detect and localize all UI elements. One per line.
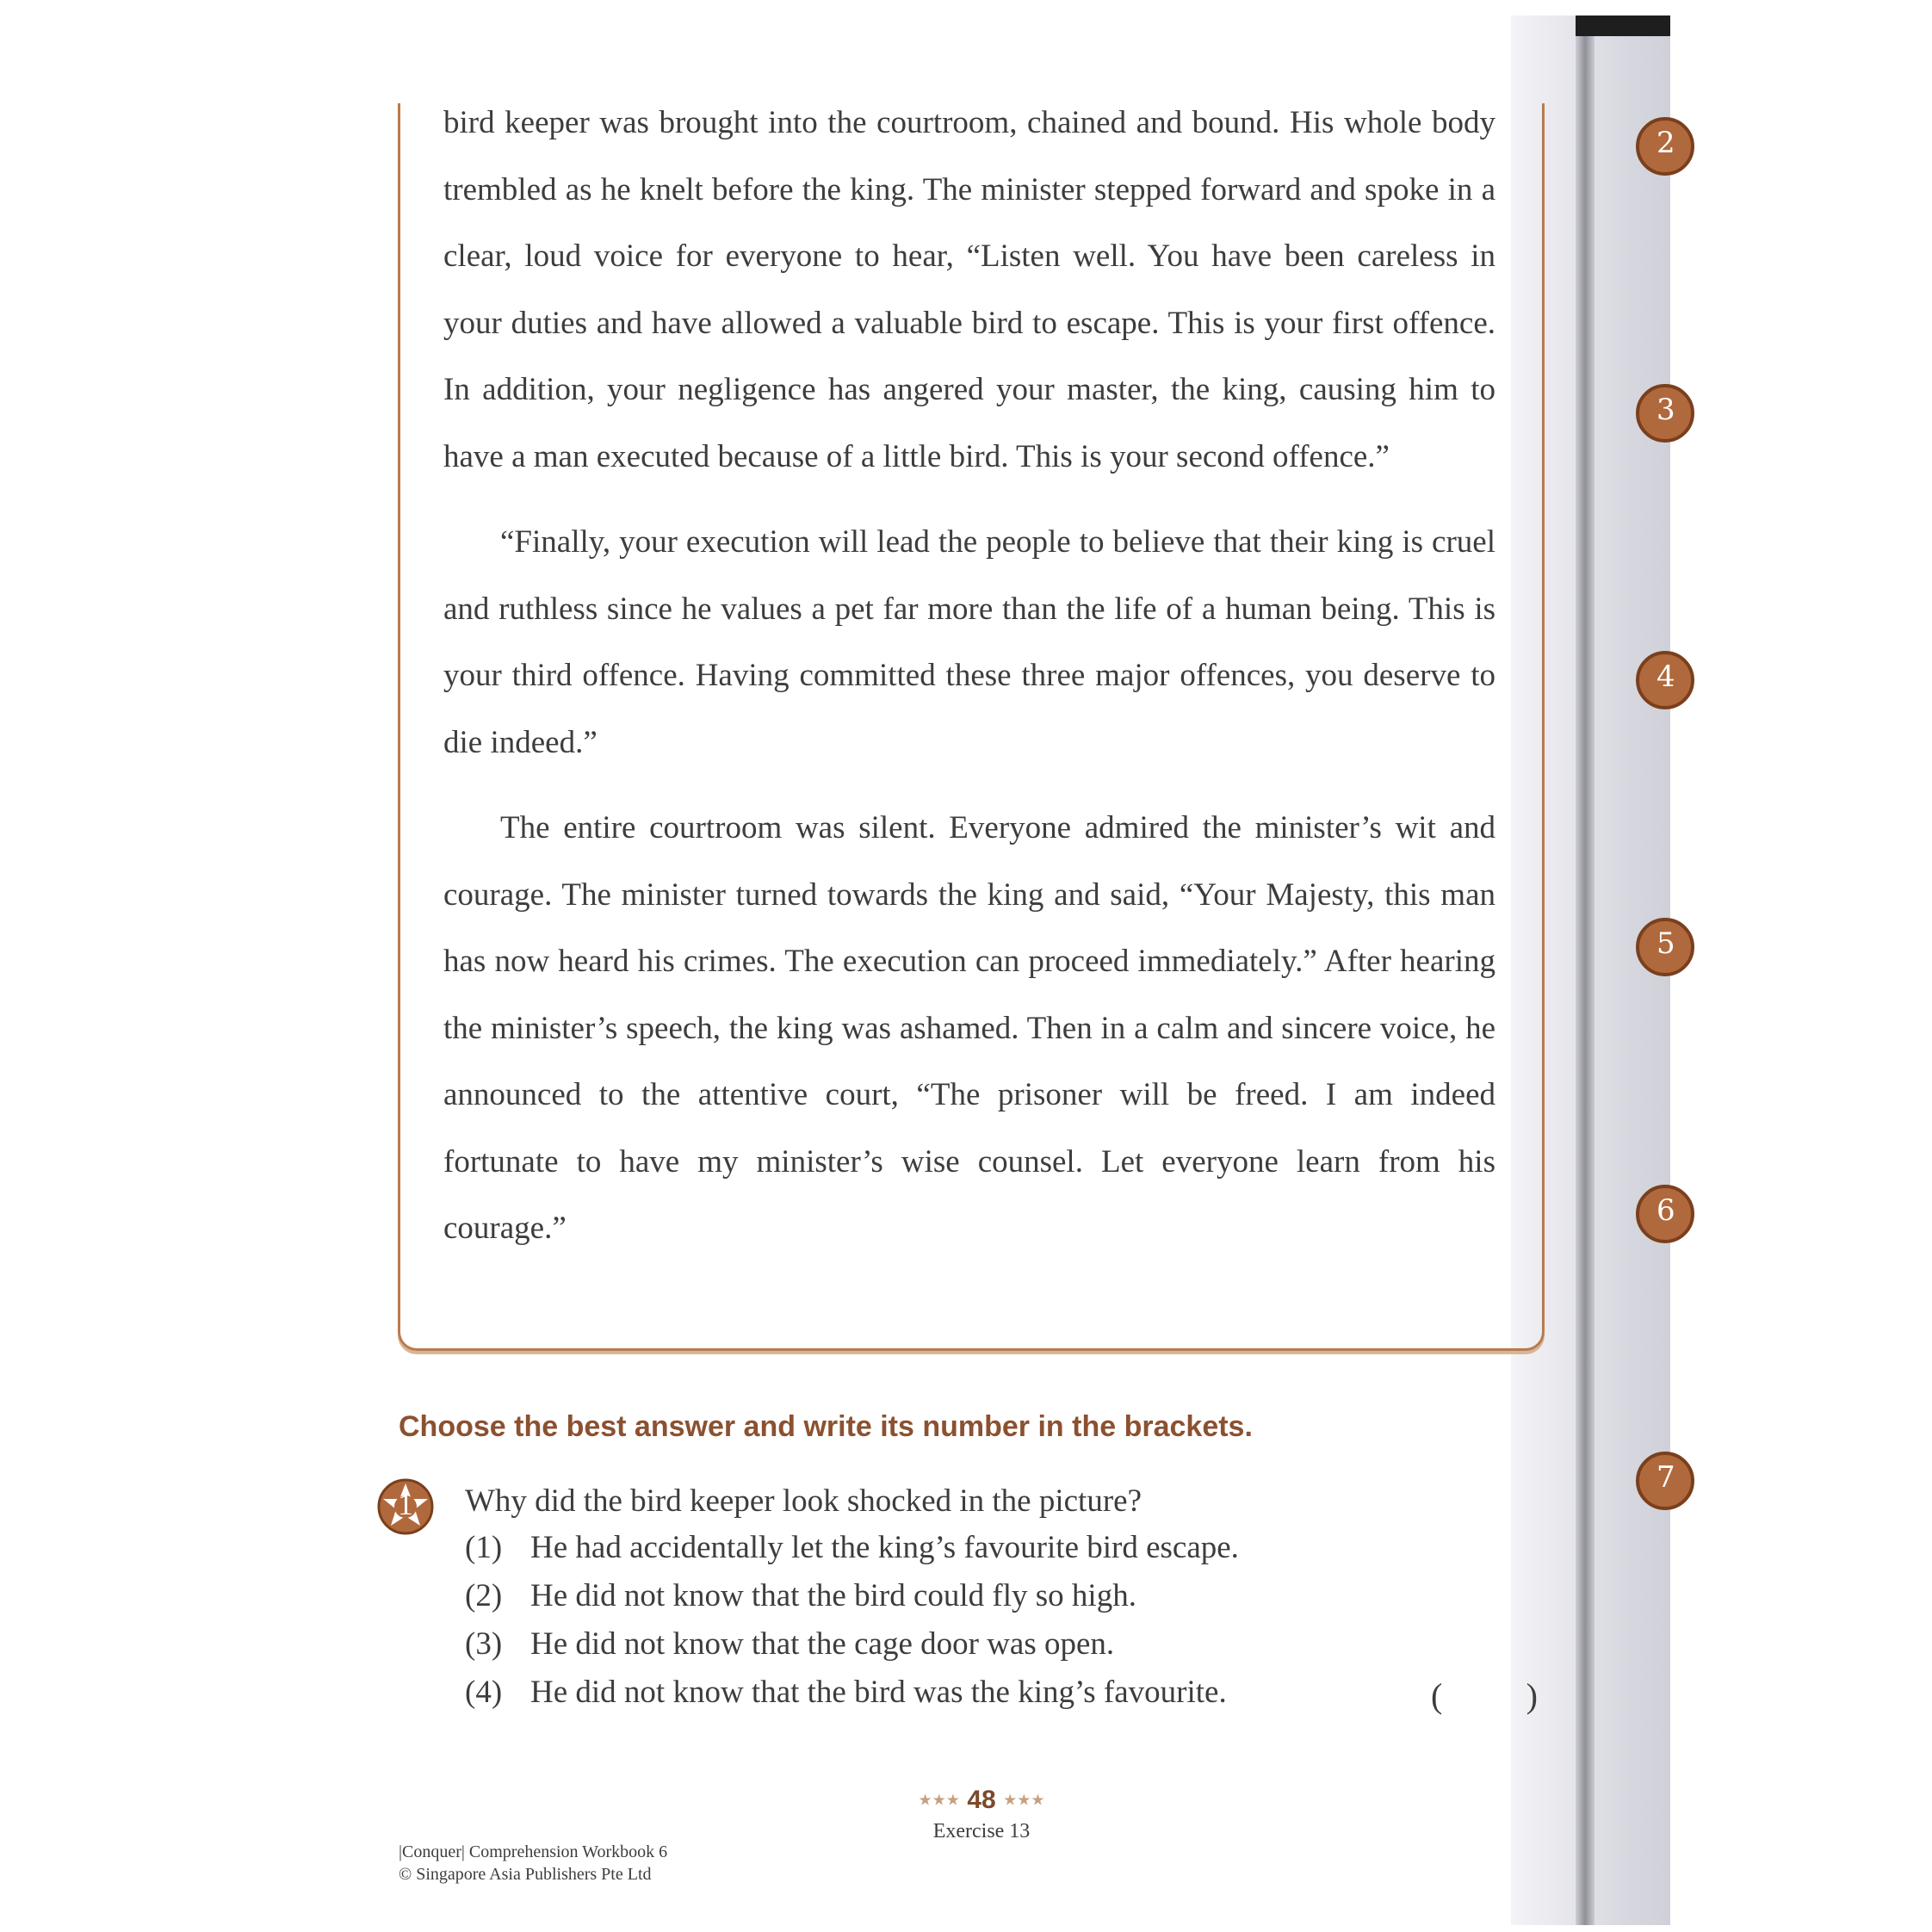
option-label: (2) — [465, 1578, 503, 1613]
answer-options — [465, 1529, 1533, 1722]
bracket-open: ( — [1431, 1676, 1443, 1715]
option-label: (4) — [465, 1675, 503, 1710]
question-number: 1 — [398, 1487, 413, 1521]
answer-option — [465, 1577, 1533, 1625]
side-tab-number: 3 — [1656, 393, 1675, 427]
side-tab-number: 2 — [1656, 126, 1675, 160]
side-tab-number: 7 — [1656, 1460, 1675, 1495]
story-paragraph: The entire courtroom was silent. Everyone admired the minister’s wit and courage. The minister turned towards the king and said, “Your Majesty, this man has now heard his crimes. The execution can proceed immediately.” After hearing the minister’s speech, the king was ashamed. Then in a calm and sincere voice, he announced to the attentive court, “The prisoner will be freed. I am indeed fortunate to have my minister’s wise counsel. Let everyone learn from his courage.” — [443, 810, 1495, 1246]
option-text: He did not know that the cage door was open. — [530, 1626, 1115, 1662]
book-title: |Conquer| Comprehension Workbook 6 — [399, 1842, 668, 1861]
answer-option — [465, 1625, 1533, 1674]
answer-brackets[interactable] — [1431, 1675, 1538, 1716]
side-tab-badge — [1636, 918, 1694, 976]
side-tab-badge — [1636, 651, 1694, 709]
page-number: 48 — [967, 1786, 996, 1814]
option-label: (3) — [465, 1626, 503, 1662]
side-tab-number: 4 — [1656, 659, 1675, 694]
exercise-label: Exercise 13 — [932, 1820, 1031, 1842]
answer-option — [465, 1529, 1533, 1577]
book-spine-shadow — [1576, 15, 1595, 1925]
question-number-badge — [376, 1477, 435, 1536]
option-text: He did not know that the bird could fly so high. — [530, 1578, 1136, 1613]
side-tab-badge — [1636, 1452, 1694, 1510]
page-number-row — [895, 1786, 1068, 1815]
option-label: (1) — [465, 1530, 503, 1565]
copyright: © Singapore Asia Publishers Pte Ltd — [399, 1865, 652, 1884]
footer-credits — [399, 1841, 667, 1886]
option-text: He had accidentally let the king’s favourite bird escape. — [530, 1530, 1239, 1565]
story-passage — [443, 90, 1495, 1281]
stars-left-icon: ★★★ — [918, 1791, 960, 1809]
story-paragraph: “Finally, your execution will lead the people to believe that their king is cruel and ruthless since he values a pet far more than the life of a human being. This is your third offence. Having committed these three major offences, you deserve to die indeed.” — [443, 524, 1495, 760]
side-tab-badge — [1636, 384, 1694, 443]
side-tab-badge — [1636, 1185, 1694, 1243]
instruction-heading: Choose the best answer and write its number in the brackets. — [399, 1410, 1253, 1443]
bracket-close: ) — [1526, 1676, 1538, 1715]
side-tab-badge — [1636, 117, 1694, 176]
stars-right-icon: ★★★ — [1003, 1791, 1045, 1809]
book-edge-top — [1576, 15, 1670, 36]
story-paragraph: bird keeper was brought into the courtroom, chained and bound. His whole body trembled as he knelt before the king. The minister stepped forward and spoke in a clear, loud voice for everyone to hear, “Listen well. You have been careless in your duties and have allowed a valuable bird to escape. This is your first offence. In addition, your negligence has angered your master, the king, causing him to have a man executed because of a little bird. This is your second offence.” — [443, 105, 1495, 474]
option-text: He did not know that the bird was the king’s favourite. — [530, 1675, 1227, 1710]
side-tab-number: 6 — [1656, 1193, 1675, 1228]
side-tab-number: 5 — [1656, 926, 1675, 961]
question-text: Why did the bird keeper look shocked in the picture? — [465, 1483, 1142, 1519]
answer-option — [465, 1674, 1533, 1722]
